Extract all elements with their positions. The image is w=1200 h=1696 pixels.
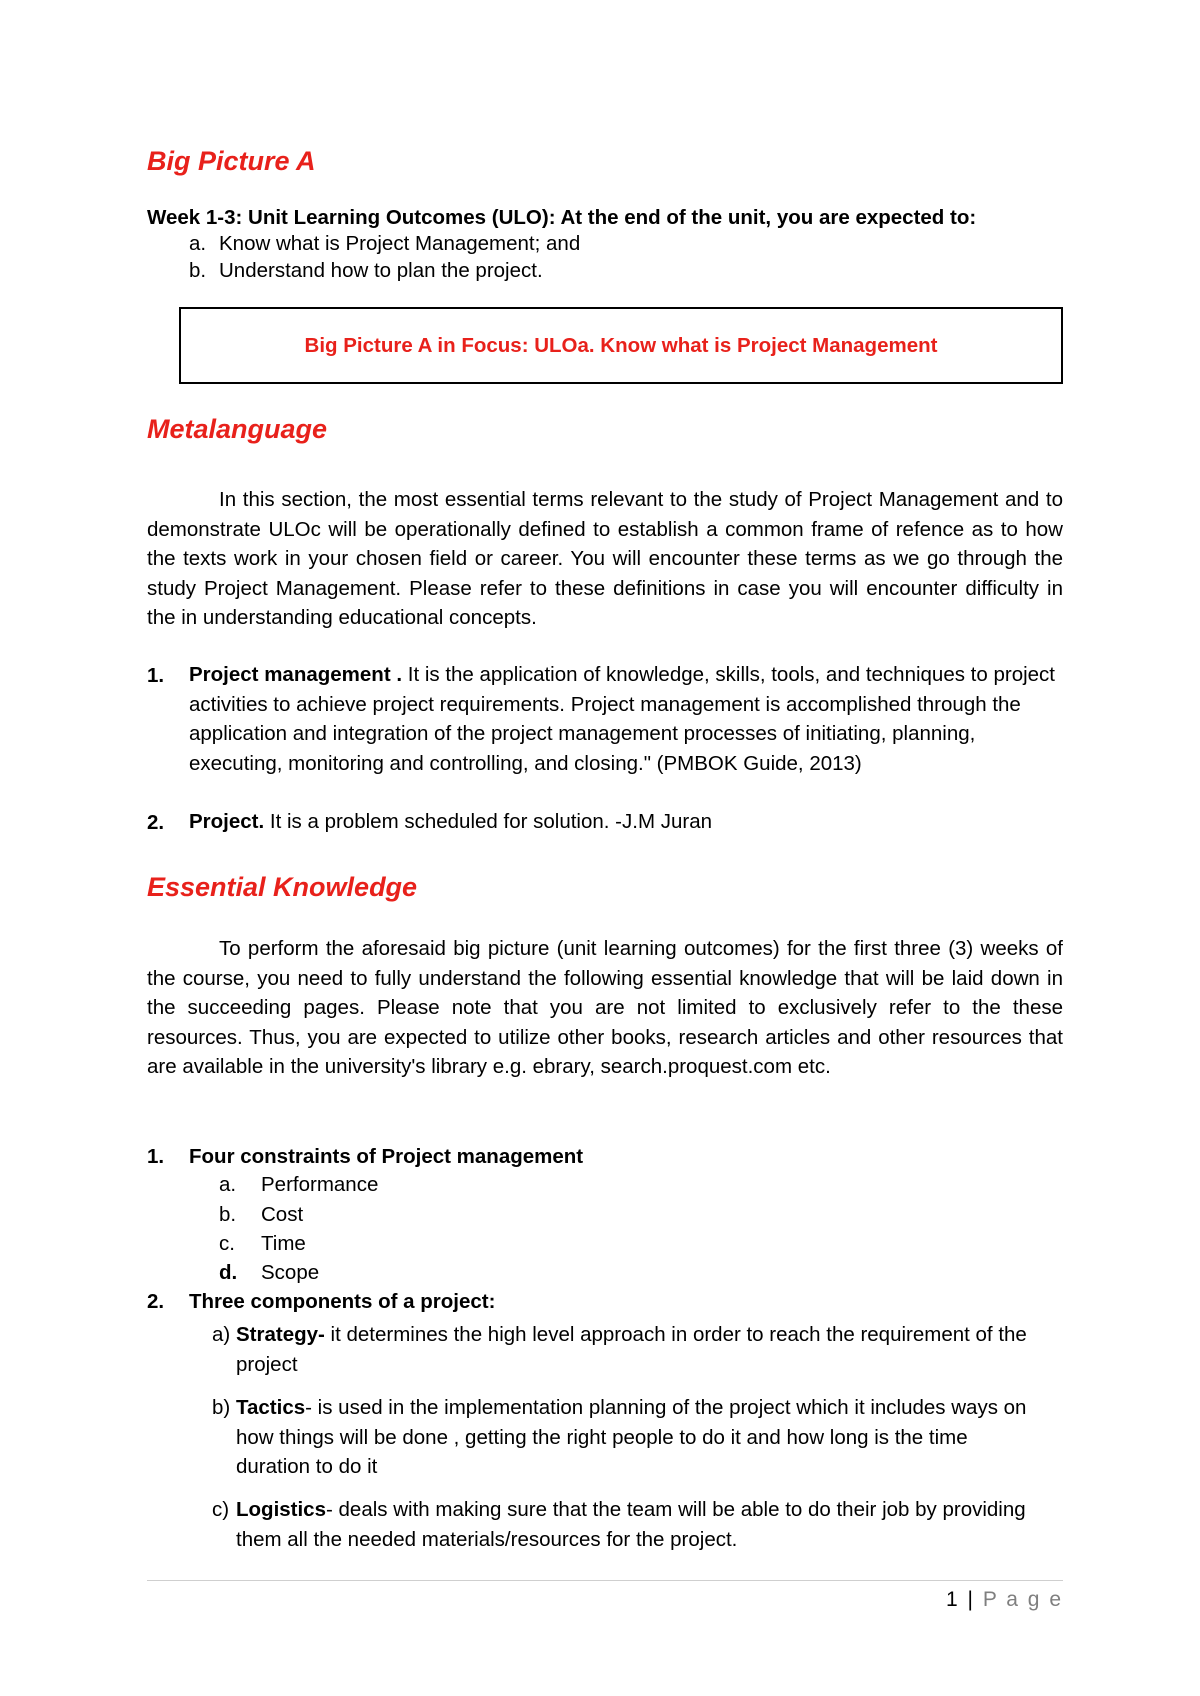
term-definition-block <box>189 660 1063 778</box>
component-term: Strategy- <box>236 1323 325 1346</box>
page-number: 1 <box>945 1588 960 1611</box>
list-item-text: Scope <box>261 1261 320 1284</box>
page-heading: Big Picture A <box>147 146 316 176</box>
page-label: P a g e <box>982 1588 1063 1611</box>
list-item-marker: d. <box>219 1261 238 1284</box>
component-marker: a) <box>212 1323 231 1346</box>
list-number: 2. <box>147 1290 165 1313</box>
component-term: Tactics <box>236 1396 306 1419</box>
essential-paragraph: To perform the aforesaid big picture (unit learning outcomes) for the first three (3) weeks of the course, you need to fully understand the following essential knowledge that will be laid down in the succeeding pages. Please note that you are not limited to exclusively refer to the these resources. Thus, you are expected to utilize other books, research articles and other resources that are available in the university's library e.g. ebrary, search.proquest.com etc. <box>147 937 1063 1078</box>
ulo-item-marker: a. <box>189 232 207 255</box>
term-definition: It is the application of knowledge, skills, tools, and techniques to project activities to achieve project requirements. Project management is accomplished through the application and integration of the project management processes of initiating, planning, executing, monitoring and controlling, and closing." (PMBOK Guide, 2013) <box>189 663 1056 775</box>
component-block <box>236 1495 1036 1554</box>
term-definition: It is a problem scheduled for solution. -J.M Juran <box>264 810 712 833</box>
list-title: Three components of a project: <box>189 1290 496 1313</box>
list-title: Four constraints of Project management <box>189 1145 584 1168</box>
ulo-item-marker: b. <box>189 259 207 282</box>
footer-separator: | <box>967 1588 975 1611</box>
list-number: 1. <box>147 1145 165 1168</box>
component-term: Logistics <box>236 1498 326 1521</box>
page-footer <box>946 1588 1063 1612</box>
ulo-item-text: Know what is Project Management; and <box>219 232 581 255</box>
metalanguage-heading: Metalanguage <box>147 414 328 444</box>
footer-divider <box>147 1580 1063 1581</box>
focus-box <box>179 307 1063 384</box>
component-block <box>236 1320 1066 1379</box>
component-marker: c) <box>212 1498 230 1521</box>
ulo-item-text: Understand how to plan the project. <box>219 259 543 282</box>
term-number: 1. <box>147 664 165 687</box>
list-item-marker: b. <box>219 1203 237 1226</box>
metalanguage-paragraph: In this section, the most essential terms relevant to the study of Project Management and to demonstrate ULOc will be operationally defined to establish a common frame of refence as to how the texts work in your chosen field or career. You will encounter these terms as we go through the study Project Management. Please refer to these definitions in case you will encounter difficulty in the in understanding educational concepts. <box>147 488 1063 629</box>
list-item-marker: c. <box>219 1232 235 1255</box>
list-item-text: Performance <box>261 1173 379 1196</box>
component-text: it determines the high level approach in order to reach the requirement of the project <box>236 1323 1027 1376</box>
component-marker: b) <box>212 1396 231 1419</box>
ulo-intro: Week 1-3: Unit Learning Outcomes (ULO): At the end of the unit, you are expected to: <box>147 206 977 229</box>
term-number: 2. <box>147 811 165 834</box>
focus-box-text: Big Picture A in Focus: ULOa. Know what is Project Management <box>304 333 938 357</box>
list-item-text: Cost <box>261 1203 304 1226</box>
term-definition-block <box>189 807 1063 837</box>
term-name: Project management . <box>189 663 403 686</box>
component-text: - is used in the implementation planning of the project which it includes ways on how things will be done , getting the right people to do it and how long is the time duration to do it <box>236 1396 1027 1478</box>
list-item-text: Time <box>261 1232 306 1255</box>
term-name: Project. <box>189 810 265 833</box>
list-item-marker: a. <box>219 1173 237 1196</box>
component-block <box>236 1393 1036 1482</box>
component-text: - deals with making sure that the team will be able to do their job by providing them all the needed materials/resources for the project. <box>236 1498 1026 1551</box>
essential-heading: Essential Knowledge <box>147 872 418 902</box>
